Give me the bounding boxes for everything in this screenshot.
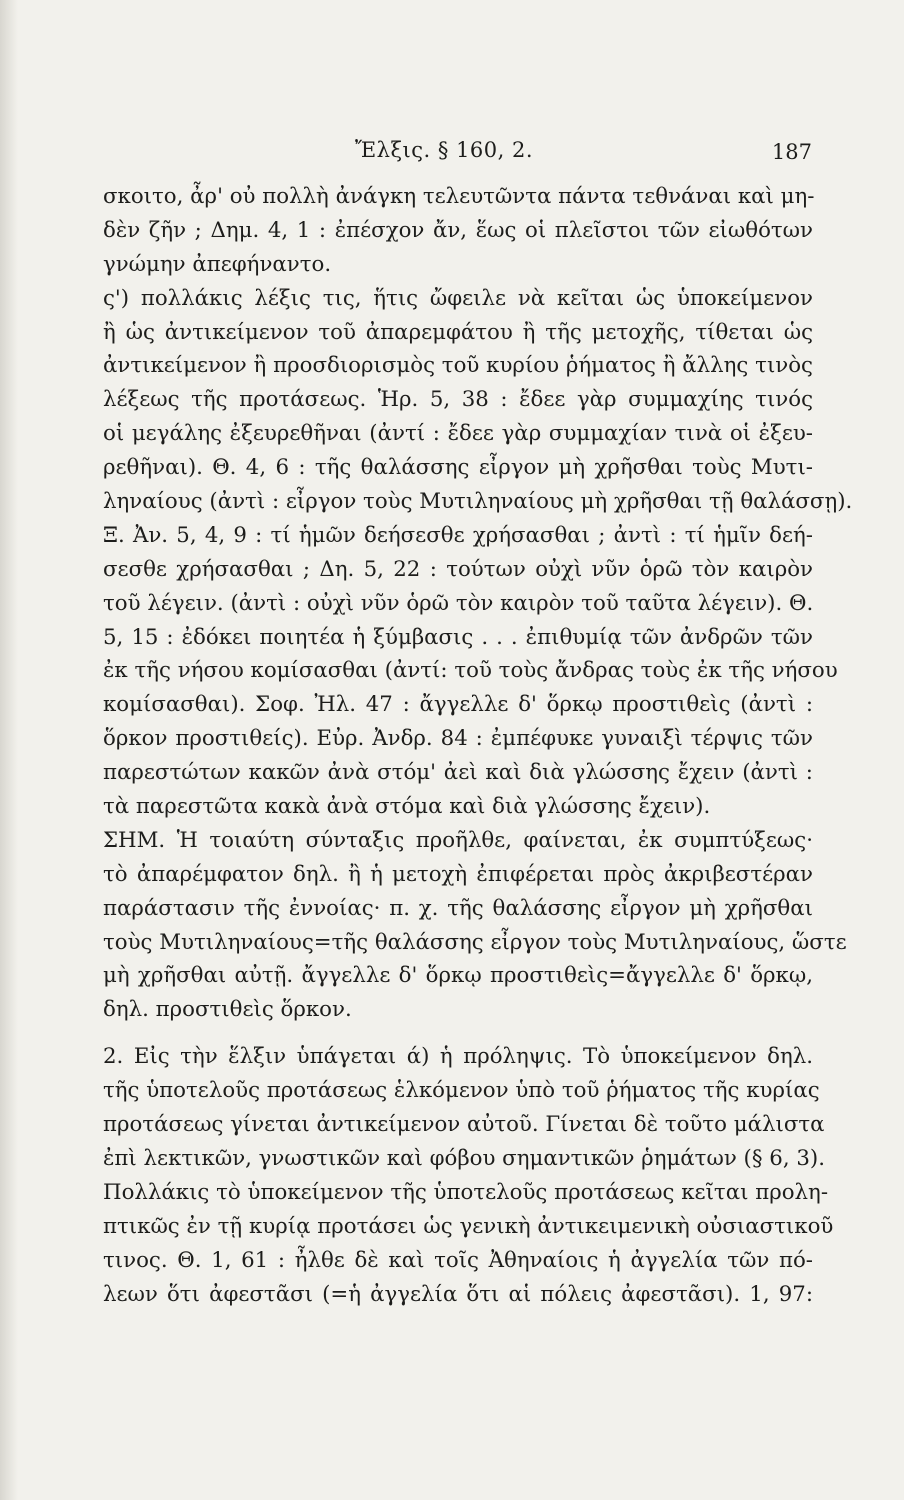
text-line: τῆς ὑποτελοῦς προτάσεως ἑλκόμενον ὑπὸ τοῦ ῥήματος τῆς κυρίας xyxy=(103,1078,820,1104)
text-line: ὅρκον προστιθείς). Εὐρ. Ἀνδρ. 84 : ἐμπέφυκε γυναιξὶ τέρψις τῶν xyxy=(103,726,813,752)
page-header xyxy=(110,138,812,172)
page-number: 187 xyxy=(771,140,812,164)
text-line: ρεθῆναι). Θ. 4, 6 : τῆς θαλάσσης εἶργον μὴ χρῆσθαι τοὺς Μυτι- xyxy=(103,455,813,481)
text-line: τὸ ἀπαρέμφατον δηλ. ἢ ἡ μετοχὴ ἐπιφέρεται πρὸς ἀκριβεστέραν xyxy=(103,861,813,887)
text-line: ἐκ τῆς νήσου κομίσασθαι (ἀντί: τοῦ τοὺς ἄνδρας τοὺς ἐκ τῆς νήσου xyxy=(103,658,838,684)
text-line: δὲν ζῆν ; Δημ. 4, 1 : ἐπέσχον ἄν, ἕως οἱ πλεῖστοι τῶν εἰωθότων xyxy=(103,217,813,243)
text-line: τινος. Θ. 1, 61 : ἦλθε δὲ καὶ τοῖς Ἀθηναίοις ἡ ἀγγελία τῶν πό- xyxy=(103,1247,813,1273)
text-line: κομίσασθαι). Σοφ. Ἠλ. 47 : ἄγγελλε δ' ὅρκῳ προστιθεὶς (ἀντὶ : xyxy=(103,692,813,718)
text-line: σκοιτο, ἆρ' οὐ πολλὴ ἀνάγκη τελευτῶντα πάντα τεθνάναι καὶ μη- xyxy=(103,184,815,209)
text-line: λέξεως τῆς προτάσεως. Ἡρ. 5, 38 : ἔδεε γὰρ συμμαχίης τινός xyxy=(103,387,813,413)
text-line: ἀντικείμενον ἢ προσδιορισμὸς τοῦ κυρίου ῥήματος ἢ ἄλλης τινὸς xyxy=(103,353,813,379)
text-line: μὴ χρῆσθαι αὐτῇ. ἄγγελλε δ' ὅρκῳ προστιθεὶς=ἄγγελλε δ' ὅρκῳ, xyxy=(103,963,813,989)
text-line: ληναίους (ἀντὶ : εἶργον τοὺς Μυτιληναίους μὴ χρῆσθαι τῇ θαλάσσῃ). xyxy=(103,489,853,515)
text-line: παράστασιν τῆς ἐννοίας· π. χ. τῆς θαλάσσης εἶργον μὴ χρῆσθαι xyxy=(103,895,813,921)
text-line: ΣΗΜ. Ἡ τοιαύτη σύνταξις προῆλθε, φαίνεται, ἐκ συμπτύξεως· xyxy=(103,827,813,853)
body-text xyxy=(103,180,853,1311)
text-line: πτικῶς ἐν τῇ κυρίᾳ προτάσει ὡς γενικὴ ἀντικειμενικὴ οὐσιαστικοῦ xyxy=(103,1213,834,1239)
text-line: ἐπὶ λεκτικῶν, γνωστικῶν καὶ φόβου σημαντικῶν ῥημάτων (§ 6, 3). xyxy=(103,1145,825,1171)
text-line: παρεστώτων κακῶν ἀνὰ στόμ' ἀεὶ καὶ διὰ γλώσσης ἔχειν (ἀντὶ : xyxy=(103,760,813,786)
text-line: τὰ παρεστῶτα κακὰ ἀνὰ στόμα καὶ διὰ γλώσσης ἔχειν). xyxy=(103,794,711,820)
text-line: Ξ. Ἀν. 5, 4, 9 : τί ἡμῶν δεήσεσθε χρήσασθαι ; ἀντὶ : τί ἡμῖν δεή- xyxy=(103,522,813,548)
text-line: Πολλάκις τὸ ὑποκείμενον τῆς ὑποτελοῦς προτάσεως κεῖται προλη- xyxy=(103,1179,829,1205)
paragraph-gap xyxy=(103,1027,813,1040)
text-line: οἱ μεγάλης ἐξευρεθῆναι (ἀντί : ἔδεε γὰρ συμμαχίαν τινὰ οἱ ἐξευ- xyxy=(103,421,813,447)
text-line: δηλ. προστιθεὶς ὅρκον. xyxy=(103,997,352,1023)
text-line: τοῦ λέγειν. (ἀντὶ : οὐχὶ νῦν ὁρῶ τὸν καιρὸν τοῦ ταῦτα λέγειν). Θ. xyxy=(103,590,814,616)
text-line: προτάσεως γίνεται ἀντικείμενον αὐτοῦ. Γίνεται δὲ τοῦτο μάλιστα xyxy=(103,1112,825,1138)
text-line: γνώμην ἀπεφήναντο. xyxy=(103,251,332,277)
text-line: λεων ὅτι ἀφεστᾶσι (=ἡ ἀγγελία ὅτι αἱ πόλεις ἀφεστᾶσι). 1, 97: xyxy=(103,1281,813,1307)
text-line: 2. Εἰς τὴν ἕλξιν ὑπάγεται ά) ἡ πρόληψις. Τὸ ὑποκείμενον δηλ. xyxy=(103,1044,813,1070)
running-head: Ἔλξις. § 160, 2. xyxy=(355,138,534,162)
text-line: 5, 15 : ἐδόκει ποιητέα ἡ ξύμβασις . . . ἐπιθυμίᾳ τῶν ἀνδρῶν τῶν xyxy=(103,624,813,650)
text-line: ἢ ὡς ἀντικείμενον τοῦ ἀπαρεμφάτου ἢ τῆς μετοχῆς, τίθεται ὡς xyxy=(103,319,813,345)
text-line: τοὺς Μυτιληναίους=τῆς θαλάσσης εἶργον τοὺς Μυτιληναίους, ὥστε xyxy=(103,929,847,955)
text-line: ς') πολλάκις λέξις τις, ἥτις ὤφειλε νὰ κεῖται ὡς ὑποκείμενον xyxy=(103,285,813,311)
page-binding-shadow xyxy=(0,0,18,1500)
text-line: σεσθε χρήσασθαι ; Δη. 5, 22 : τούτων οὐχὶ νῦν ὁρῶ τὸν καιρὸν xyxy=(103,556,813,582)
